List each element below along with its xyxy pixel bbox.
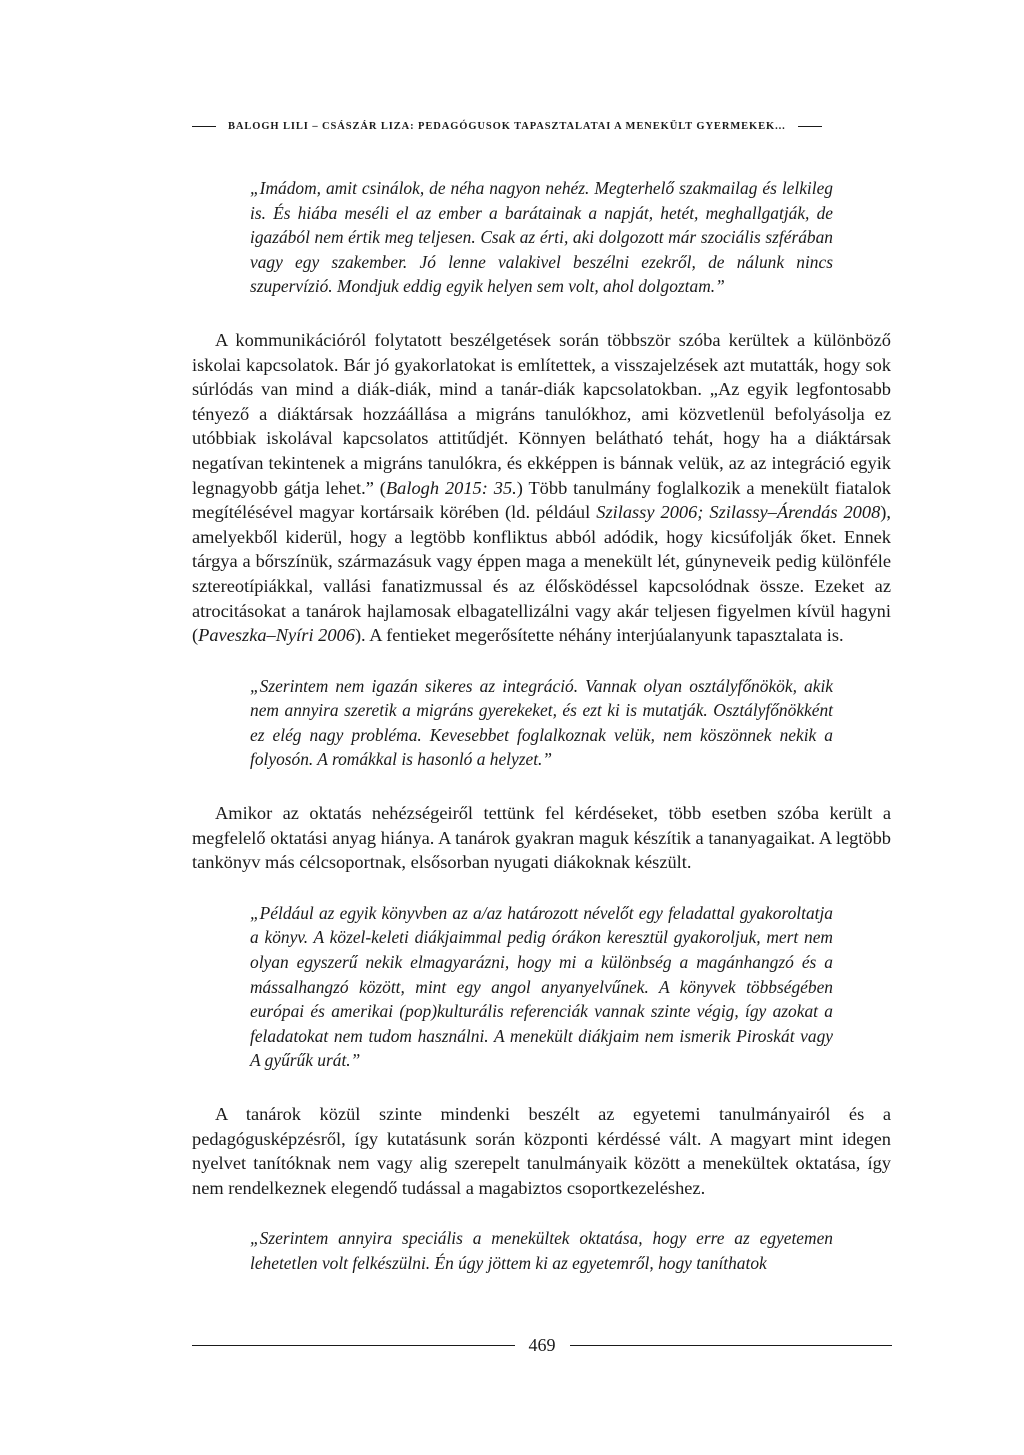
- citation: Balogh 2015: 35.: [385, 477, 517, 498]
- running-header: [192, 121, 892, 132]
- body-paragraph-1: [192, 328, 891, 648]
- citation: Szilassy 2006; Szilassy–Árendás 2008: [596, 502, 881, 523]
- paragraph-text: ) Több tanulmány foglalkozik a menekült fiatalok megítélésével magyar kortársaik körében (ld. például: [192, 477, 891, 523]
- page-footer: [192, 1335, 892, 1356]
- body-paragraph-3: A tanárok közül szinte mindenki beszélt az egyetemi tanulmányairól és a pedagógusképzésről, így kutatásunk során központi kérdéssé vált. A magyart mint idegen nyelvet tanítóknak nem vagy alig szerepelt tanulmányaik között a menekültek oktatása, így nem rendelkeznek elegendő tudással a magabiztos csoportkezeléshez.: [192, 1104, 891, 1198]
- page-number: 469: [528, 1335, 556, 1355]
- interview-quote-3: „Például az egyik könyvben az a/az határozott névelőt egy feladattal gyakoroltatja a könyv. A közel-keleti diákjaimmal pedig órákon keresztül gyakoroljuk, mert nem olyan egyszerű nekik elmagyarázni, hogy mi a különbség a magánhangzó és a mássalhangzó között, mint egy angol anyanyelvűnek. A könyvek többségében európai és amerikai (pop)kulturális referenciák vannak szinte végig, így azokat a feladatokat nem tudom használni. A menekült diákjaim nem ismerik Piroskát vagy A gyűrűk urát.”: [250, 902, 833, 1071]
- interview-quote-4: „Szerintem annyira speciális a menekültek oktatása, hogy erre az egyetemen lehetetlen volt felkészülni. Én úgy jöttem ki az egyetemről, hogy taníthatok: [250, 1228, 833, 1273]
- citation: Paveszka–Nyíri 2006: [198, 625, 355, 646]
- body-paragraph-2: Amikor az oktatás nehézségeiről tettünk fel kérdéseket, több esetben szóba került a megfelelő oktatási anyag hiánya. A tanárok gyakran maguk készítik a tananyagaikat. A legtöbb tankönyv más célcsoportnak, elsősorban nyugati diákoknak készült.: [192, 803, 891, 873]
- paragraph-text: ). A fentieket megerősítette néhány interjúalanyunk tapasztalata is.: [354, 625, 844, 646]
- interview-quote-2: „Szerintem nem igazán sikeres az integráció. Vannak olyan osztályfőnökök, akik nem annyira szeretik a migráns gyerekeket, és ezt ki is mutatják. Osztályfőnökként ez elég nagy probléma. Kevesebbet foglalkoznak velük, nem köszönnek nekik a folyosón. A romákkal is hasonló a helyzet.”: [250, 675, 833, 770]
- interview-quote-1: „Imádom, amit csinálok, de néha nagyon nehéz. Megterhelő szakmailag és lelkileg is. És hiába meséli el az ember a barátainak a napját, hetét, meghallgatják, de igazából nem értik meg teljesen. Csak az érti, aki dolgozott már szociális szférában vagy egy szakember. Jó lenne valakivel beszélni ezekről, de nálunk nincs szupervízió. Mondjuk eddig egyik helyen sem volt, ahol dolgoztam.”: [250, 178, 833, 297]
- header-rule-right: [798, 126, 822, 127]
- paragraph-text: A kommunikációról folytatott beszélgetések során többször szóba kerültek a különböző iskolai kapcsolatok. Bár jó gyakorlatokat is említettek, a visszajelzések azt mutatták, hogy sok súrlódás van mind a diák-diák, mind a tanár-diák kapcsolatokban. „Az egyik legfontosabb tényező a diáktársak hozzáállása a migráns tanulókhoz, ami közvetlenül befolyásolja ez utóbbiak iskolával kapcsolatos attitűdjét. Könnyen belátható tehát, hogy ha a diáktársak negatívan tekintenek a migráns tanulókra, és ekképpen is bánnak velük, az az integráció egyik legnagyobb gátja lehet.” (: [192, 329, 891, 498]
- footer-rule-left: [192, 1345, 515, 1346]
- footer-rule-right: [570, 1345, 893, 1346]
- page-body: [192, 176, 891, 1276]
- header-rule-left: [192, 126, 216, 127]
- running-title: BALOGH LILI – CSÁSZÁR LIZA: PEDAGÓGUSOK TAPASZTALATAI A MENEKÜLT GYERMEKEK...: [228, 121, 786, 132]
- paragraph-text: ), amelyekből kiderül, hogy a legtöbb konfliktus abból adódik, hogy kicsúfolják őket. Ennek tárgya a bőrszínük, származásuk vagy éppen maga a menekült lét, gúnyneveik pedig különféle sztereotípiákkal, vallási fanatizmussal és az élősködéssel kapcsolódnak össze. Ezeket az atrocitásokat a tanárok hajlamosak elbagatellizálni vagy akár teljesen figyelmen kívül hagyni (: [192, 502, 891, 646]
